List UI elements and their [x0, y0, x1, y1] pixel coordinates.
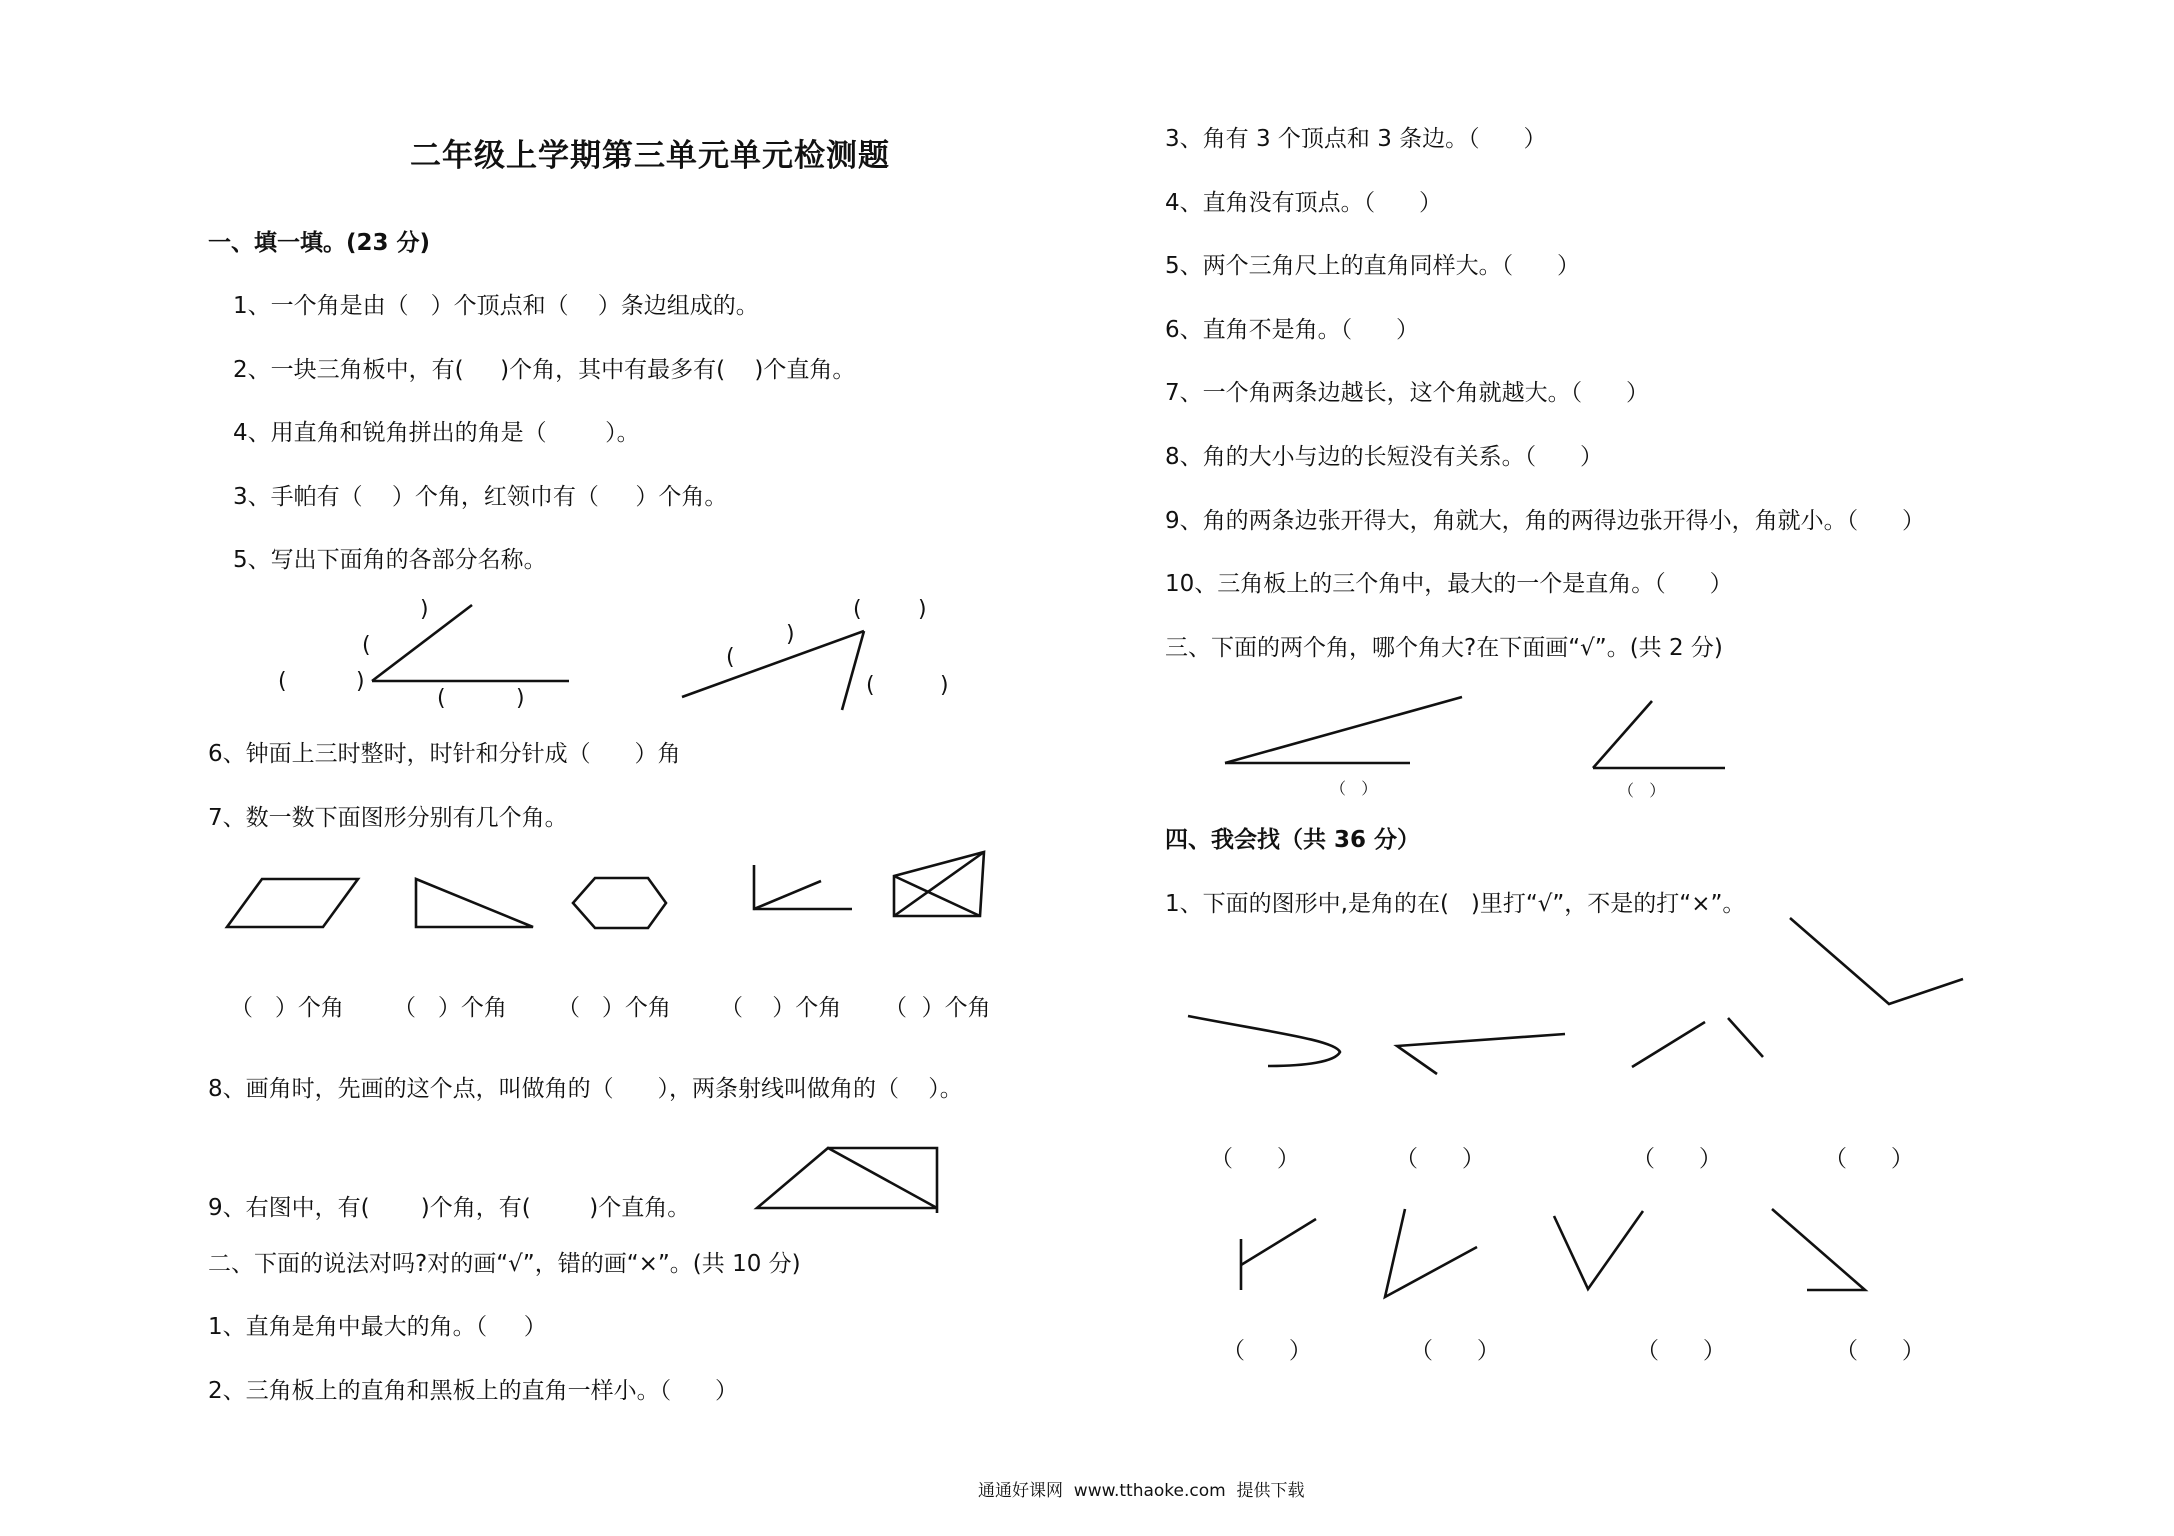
s4-row2-blank-4: （ ） — [1835, 1338, 1925, 1364]
q7-blank-5: （ ）个角 — [884, 995, 991, 1021]
tf-3: 3、角有 3 个顶点和 3 条边。（ ） — [1165, 126, 1547, 152]
q7-blank-4: （ ）个角 — [720, 995, 842, 1021]
label-paren-open: ( — [866, 673, 875, 698]
question-1-5: 5、写出下面角的各部分名称。 — [233, 547, 547, 573]
question-1-3: 3、手帕有（ ）个角，红领巾有（ ）个角。 — [233, 484, 728, 510]
label-paren-open: ( — [362, 633, 371, 658]
section-1-heading: 一、填一填。(23 分) — [208, 230, 431, 256]
s4-row1-blank-4: （ ） — [1824, 1146, 1914, 1172]
tf-9: 9、角的两条边张开得大，角就大，角的两得边张开得小，角就小。（ ） — [1165, 508, 1925, 534]
tf-7: 7、一个角两条边越长，这个角就越大。（ ） — [1165, 380, 1649, 406]
s4-row1-blank-2: （ ） — [1395, 1146, 1485, 1172]
section-3-heading: 三、下面的两个角，哪个角大?在下面画“√”。(共 2 分) — [1165, 635, 1723, 661]
section-4-heading: 四、我会找（共 36 分） — [1165, 827, 1421, 853]
tf-5: 5、两个三角尺上的直角同样大。（ ） — [1165, 253, 1580, 279]
label-paren-open: ( — [437, 686, 446, 711]
label-paren-close: ) — [420, 597, 429, 622]
q7-blank-2: （ ）个角 — [393, 995, 507, 1021]
question-1-6: 6、钟面上三时整时，时针和分针成（ ）角 — [208, 741, 681, 767]
tf-6: 6、直角不是角。（ ） — [1165, 317, 1419, 343]
label-paren-open: ( — [853, 597, 862, 622]
page-title: 二年级上学期第三单元单元检测题 — [410, 138, 890, 174]
label-paren-close: ) — [940, 673, 949, 698]
question-1-2: 2、一块三角板中，有( )个角，其中有最多有( )个直角。 — [233, 357, 856, 383]
s3-blank-2: （ ） — [1618, 781, 1666, 800]
question-1-9: 9、右图中，有( )个角，有( )个直角。 — [208, 1195, 691, 1221]
s4-row2-blank-3: （ ） — [1636, 1338, 1726, 1364]
tf-2: 2、三角板上的直角和黑板上的直角一样小。（ ） — [208, 1378, 738, 1404]
s4-row1-blank-3: （ ） — [1632, 1146, 1722, 1172]
question-1-8: 8、画角时，先画的这个点，叫做角的（ ），两条射线叫做角的（ ）。 — [208, 1076, 963, 1102]
question-1-7: 7、数一数下面图形分别有几个角。 — [208, 805, 568, 831]
q7-blank-1: （ ）个角 — [230, 995, 344, 1021]
s4-row2-blank-2: （ ） — [1410, 1338, 1500, 1364]
tf-1: 1、直角是角中最大的角。（ ） — [208, 1314, 547, 1340]
label-paren-open: ( — [278, 669, 287, 694]
label-paren-close: ) — [786, 622, 795, 647]
s3-blank-1: （ ） — [1330, 779, 1378, 798]
s4-question-1: 1、下面的图形中,是角的在( )里打“√”，不是的打“×”。 — [1165, 891, 1746, 917]
question-1-4: 4、用直角和锐角拼出的角是（ ）。 — [233, 420, 640, 446]
tf-8: 8、角的大小与边的长短没有关系。（ ） — [1165, 444, 1603, 470]
label-paren-open: ( — [726, 645, 735, 670]
label-paren-close: ) — [356, 669, 365, 694]
q7-blank-3: （ ）个角 — [557, 995, 671, 1021]
footer-credit: 通通好课网 www.tthaoke.com 提供下载 — [978, 1481, 1305, 1501]
label-paren-close: ) — [516, 686, 525, 711]
label-paren-close: ) — [918, 597, 927, 622]
tf-10: 10、三角板上的三个角中，最大的一个是直角。（ ） — [1165, 571, 1733, 597]
section-2-heading: 二、下面的说法对吗?对的画“√”，错的画“×”。(共 10 分) — [208, 1251, 801, 1277]
s4-row1-blank-1: （ ） — [1210, 1146, 1300, 1172]
question-1-1: 1、一个角是由（ ）个顶点和（ ）条边组成的。 — [233, 293, 759, 319]
s4-row2-blank-1: （ ） — [1222, 1338, 1312, 1364]
tf-4: 4、直角没有顶点。（ ） — [1165, 190, 1442, 216]
